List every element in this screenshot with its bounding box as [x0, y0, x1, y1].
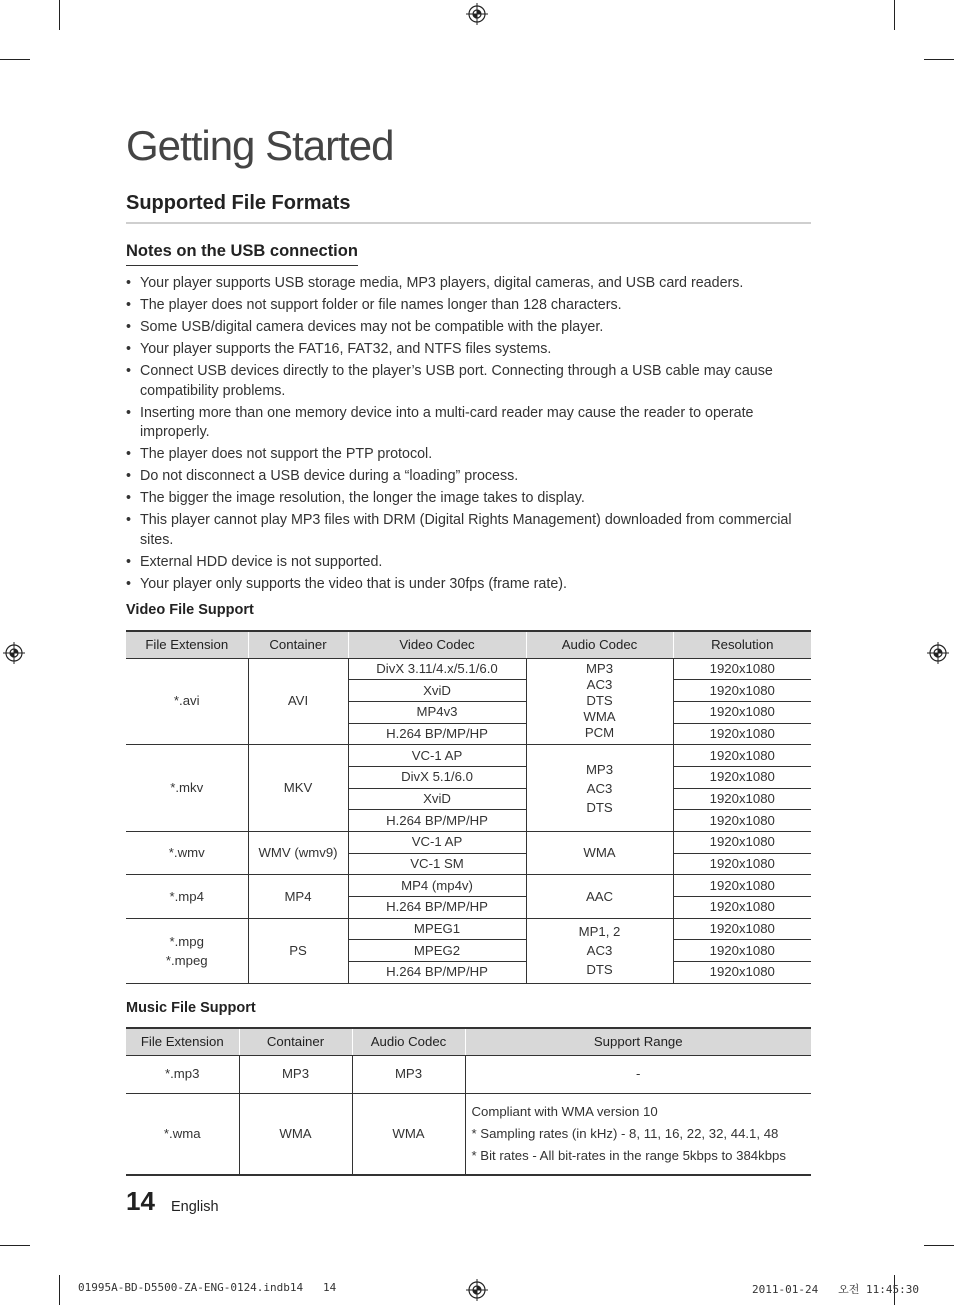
crop-mark	[924, 1245, 954, 1246]
usb-notes-list	[126, 274, 816, 597]
registration-mark-icon	[466, 3, 488, 25]
video-codec-cell: MP4 (mp4v)	[348, 875, 526, 897]
list-item: • External HDD device is not supported.	[126, 553, 816, 573]
resolution-cell: 1920x1080	[673, 810, 811, 832]
list-item: • The player does not support the PTP protocol.	[126, 445, 816, 465]
column-header: Resolution	[673, 631, 811, 658]
chapter-title: Getting Started	[126, 122, 394, 169]
file-extension-cell: *.mkv	[126, 745, 248, 832]
column-header: Container	[239, 1028, 352, 1055]
resolution-cell: 1920x1080	[673, 745, 811, 767]
container-cell: MP3	[239, 1055, 352, 1093]
audio-codec: PCM	[584, 725, 615, 741]
crop-mark	[894, 0, 895, 30]
file-extension-cell: *.wma	[126, 1093, 239, 1175]
file-extension: *.mpeg	[165, 952, 208, 968]
container-cell: WMV (wmv9)	[248, 832, 348, 875]
audio-codec: AC3	[586, 780, 613, 796]
page-language: English	[171, 1199, 219, 1215]
support-range-line: * Bit rates - All bit-rates in the range 5kbps to 384kbps	[471, 1147, 786, 1163]
video-codec-cell: H.264 BP/MP/HP	[348, 723, 526, 745]
resolution-cell: 1920x1080	[673, 701, 811, 723]
container-cell: PS	[248, 918, 348, 983]
list-item: • The bigger the image resolution, the longer the image takes to display.	[126, 489, 816, 509]
resolution-cell: 1920x1080	[673, 723, 811, 745]
list-item: • This player cannot play MP3 files with DRM (Digital Rights Management) downloaded from commercial sites.	[126, 511, 816, 550]
resolution-cell: 1920x1080	[673, 680, 811, 702]
video-table-title: Video File Support	[126, 602, 254, 618]
resolution-cell: 1920x1080	[673, 897, 811, 919]
support-range-line: * Sampling rates (in kHz) - 8, 11, 16, 22, 32, 44.1, 48	[471, 1125, 779, 1141]
audio-codec-cell	[526, 875, 673, 918]
resolution-cell: 1920x1080	[673, 766, 811, 788]
support-range-cell	[465, 1093, 811, 1175]
audio-codec: AC3	[586, 943, 613, 959]
video-codec-cell: H.264 BP/MP/HP	[348, 810, 526, 832]
table-row	[126, 1093, 811, 1175]
column-header: File Extension	[126, 631, 248, 658]
audio-codec: MP3	[585, 761, 614, 777]
resolution-cell: 1920x1080	[673, 853, 811, 875]
audio-codec: AC3	[586, 677, 613, 693]
file-extension-cell: *.mp4	[126, 875, 248, 918]
registration-mark-icon	[466, 1279, 488, 1301]
audio-codec-cell	[526, 745, 673, 832]
video-codec-cell: DivX 5.1/6.0	[348, 766, 526, 788]
table-row	[126, 1055, 811, 1093]
resolution-cell: 1920x1080	[673, 918, 811, 940]
crop-mark	[924, 59, 954, 60]
crop-mark	[0, 1245, 30, 1246]
audio-codec: AAC	[585, 888, 614, 904]
video-support-table	[126, 630, 811, 984]
registration-mark-icon	[927, 642, 949, 664]
resolution-cell: 1920x1080	[673, 832, 811, 854]
section-divider	[126, 222, 811, 224]
crop-mark	[59, 1275, 60, 1305]
audio-codec: MP3	[585, 661, 614, 677]
column-header: Video Codec	[348, 631, 526, 658]
resolution-cell: 1920x1080	[673, 940, 811, 962]
list-item: • Do not disconnect a USB device during a “loading” process.	[126, 467, 816, 487]
container-cell: MP4	[248, 875, 348, 918]
container-cell: AVI	[248, 658, 348, 745]
resolution-cell: 1920x1080	[673, 788, 811, 810]
audio-codec-cell	[526, 658, 673, 745]
list-item: • Your player supports USB storage media, MP3 players, digital cameras, and USB card readers.	[126, 274, 816, 294]
audio-codec: WMA	[583, 845, 616, 861]
video-codec-cell: MPEG2	[348, 940, 526, 962]
table-row	[126, 875, 811, 897]
list-item: • Your player supports the FAT16, FAT32, and NTFS files systems.	[126, 340, 816, 360]
audio-codec: WMA	[583, 709, 616, 725]
column-header: File Extension	[126, 1028, 239, 1055]
table-row	[126, 745, 811, 767]
column-header: Audio Codec	[526, 631, 673, 658]
container-cell: MKV	[248, 745, 348, 832]
table-header-row	[126, 631, 811, 658]
list-item: • Inserting more than one memory device into a multi-card reader may cause the reader to operate improperly.	[126, 404, 816, 443]
registration-mark-icon	[3, 642, 25, 664]
video-codec-cell: XviD	[348, 788, 526, 810]
section-title: Supported File Formats	[126, 192, 351, 214]
file-extension-cell: *.mp3	[126, 1055, 239, 1093]
file-extension: *.mpg	[169, 933, 204, 949]
video-codec-cell: VC-1 AP	[348, 832, 526, 854]
file-extension-cell	[126, 918, 248, 983]
list-item: • Connect USB devices directly to the player’s USB port. Connecting through a USB cable may cause compatibility problems.	[126, 362, 816, 401]
resolution-cell: 1920x1080	[673, 875, 811, 897]
video-codec-cell: VC-1 AP	[348, 745, 526, 767]
list-item: • Some USB/digital camera devices may not be compatible with the player.	[126, 318, 816, 338]
video-codec-cell: VC-1 SM	[348, 853, 526, 875]
music-table-title: Music File Support	[126, 1000, 256, 1016]
support-range-line: Compliant with WMA version 10	[471, 1103, 658, 1119]
video-codec-cell: MP4v3	[348, 701, 526, 723]
video-codec-cell: H.264 BP/MP/HP	[348, 897, 526, 919]
print-slug-file: 01995A-BD-D5500-ZA-ENG-0124.indb14 14	[78, 1281, 337, 1294]
crop-mark	[0, 59, 30, 60]
table-row	[126, 918, 811, 940]
table-header-row	[126, 1028, 811, 1055]
music-support-table	[126, 1027, 811, 1176]
audio-codec: DTS	[586, 799, 613, 815]
video-codec-cell: XviD	[348, 680, 526, 702]
print-slug-timestamp: 2011-01-24 오전 11:45:30	[752, 1283, 919, 1296]
resolution-cell: 1920x1080	[673, 658, 811, 680]
container-cell: WMA	[239, 1093, 352, 1175]
file-extension-cell: *.avi	[126, 658, 248, 745]
table-row	[126, 832, 811, 854]
resolution-cell: 1920x1080	[673, 962, 811, 984]
crop-mark	[59, 0, 60, 30]
column-header: Support Range	[465, 1028, 811, 1055]
notes-title: Notes on the USB connection	[126, 242, 358, 266]
column-header: Container	[248, 631, 348, 658]
audio-codec: DTS	[586, 693, 613, 709]
audio-codec-cell	[526, 832, 673, 875]
support-range-cell: -	[465, 1055, 811, 1093]
audio-codec-cell: MP3	[352, 1055, 465, 1093]
audio-codec-cell	[526, 918, 673, 983]
audio-codec: MP1, 2	[578, 924, 621, 940]
column-header: Audio Codec	[352, 1028, 465, 1055]
audio-codec: DTS	[586, 962, 613, 978]
list-item: • Your player only supports the video that is under 30fps (frame rate).	[126, 575, 816, 595]
table-row	[126, 658, 811, 680]
video-codec-cell: DivX 3.11/4.x/5.1/6.0	[348, 658, 526, 680]
audio-codec-cell: WMA	[352, 1093, 465, 1175]
video-codec-cell: MPEG1	[348, 918, 526, 940]
list-item: • The player does not support folder or file names longer than 128 characters.	[126, 296, 816, 316]
video-codec-cell: H.264 BP/MP/HP	[348, 962, 526, 984]
file-extension-cell: *.wmv	[126, 832, 248, 875]
page-number: 14	[126, 1186, 155, 1216]
